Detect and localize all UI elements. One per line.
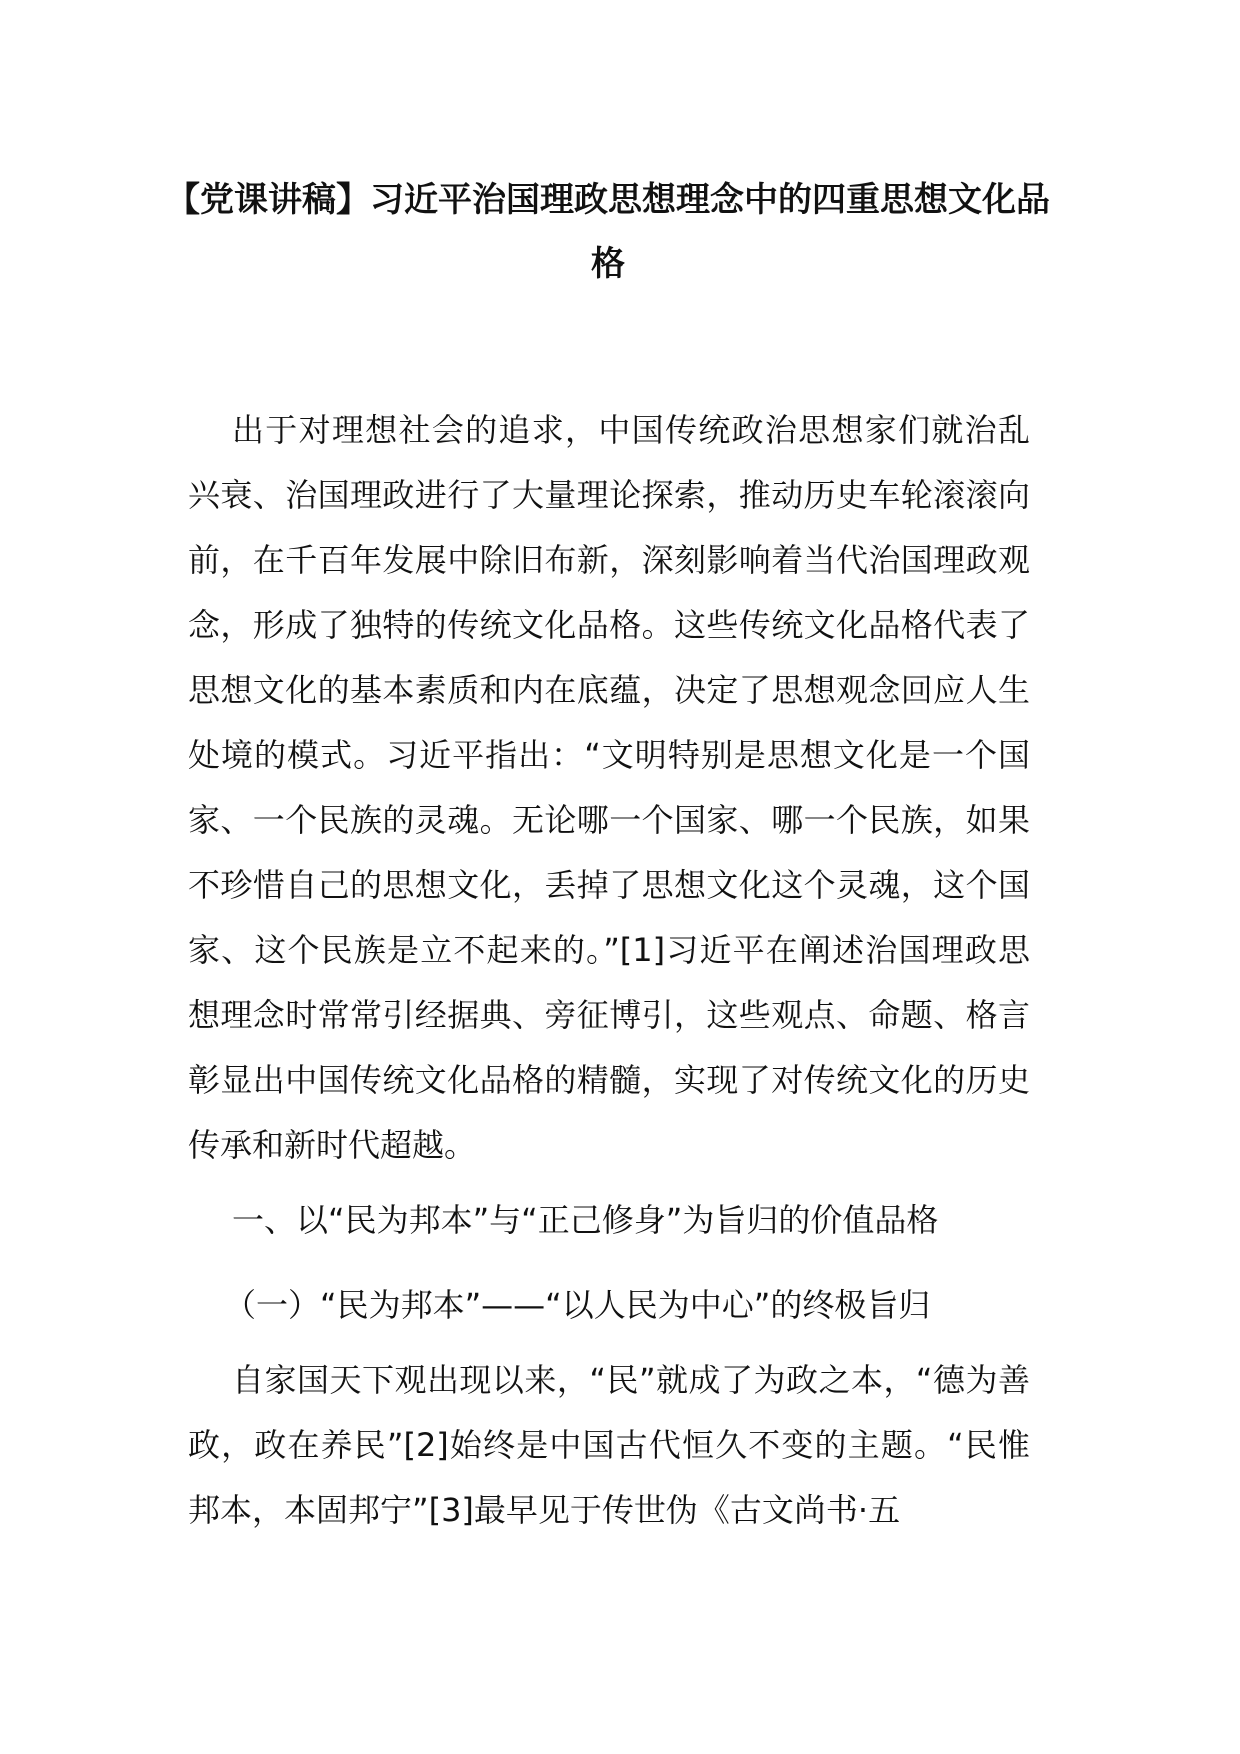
body-paragraph: 自家国天下观出现以来，“民”就成了为政之本，“德为善政，政在养民”[2]始终是中国古代恒久不变的主题。“民惟邦本，本固邦宁”[3]最早见于传世伪《古文尚书·五	[188, 1361, 1030, 1529]
section-heading: 一、以“民为邦本”与“正己修身”为旨归的价值品格	[232, 1201, 939, 1239]
document-title: 【党课讲稿】习近平治国理政思想理念中的四重思想文化品格	[166, 180, 1050, 284]
subsection-heading: （一）“民为邦本”——“以人民为中心”的终极旨归	[224, 1286, 931, 1324]
intro-paragraph: 出于对理想社会的追求，中国传统政治思想家们就治乱兴衰、治国理政进行了大量理论探索，推动历史车轮滚滚向前，在千百年发展中除旧布新，深刻影响着当代治国理政观念，形成了独特的传统文化品格。这些传统文化品格代表了思想文化的基本素质和内在底蕴，决定了思想观念回应人生处境的模式。习近平指出：“文明特别是思想文化是一个国家、一个民族的灵魂。无论哪一个国家、哪一个民族，如果不珍惜自己的思想文化，丢掉了思想文化这个灵魂，这个国家、这个民族是立不起来的。”[1]习近平在阐述治国理政思想理念时常常引经据典、旁征博引，这些观点、命题、格言彰显出中国传统文化品格的精髓，实现了对传统文化的历史传承和新时代超越。	[188, 411, 1030, 1164]
document-body	[188, 398, 1030, 1543]
